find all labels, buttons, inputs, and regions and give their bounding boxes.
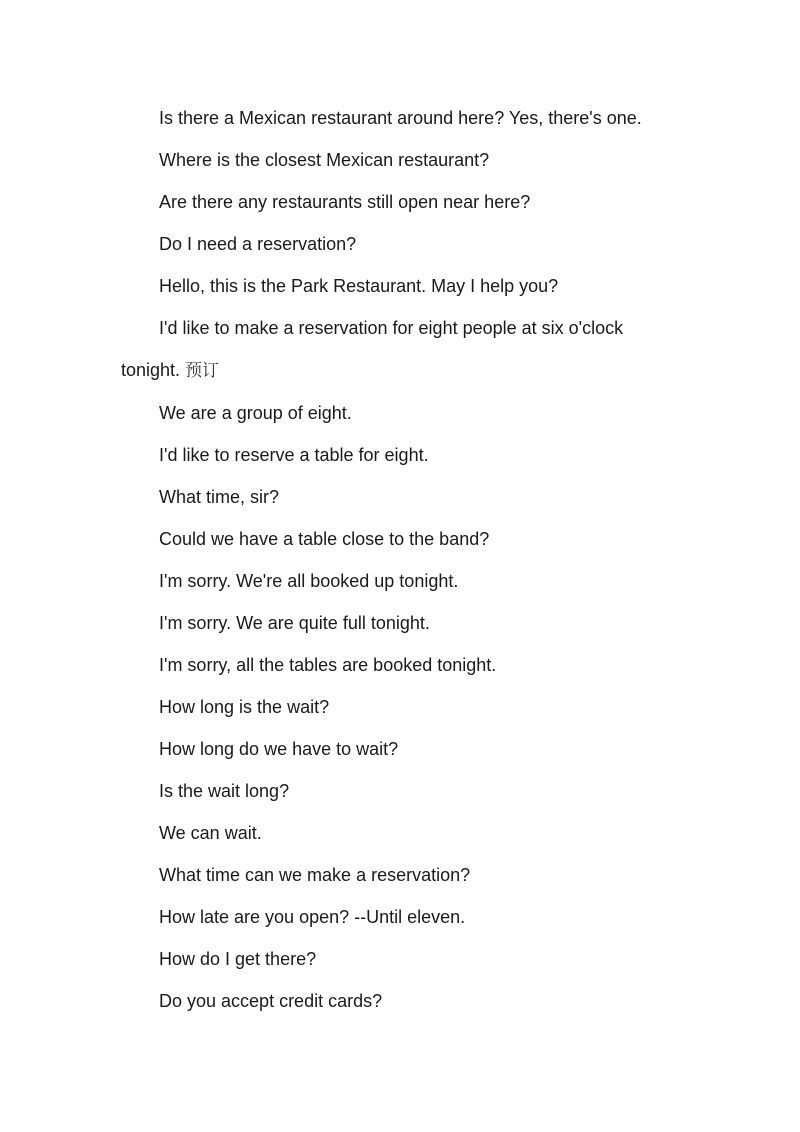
paragraph: We can wait. bbox=[159, 823, 262, 843]
paragraph-reservation-request bbox=[121, 307, 681, 392]
paragraph: I'm sorry. We're all booked up tonight. bbox=[159, 571, 459, 591]
chinese-annotation: 预订 bbox=[185, 361, 220, 381]
paragraph: I'm sorry, all the tables are booked tonight. bbox=[159, 655, 497, 675]
paragraph: Hello, this is the Park Restaurant. May I help you? bbox=[159, 276, 559, 296]
paragraph-line-continued: tonight. bbox=[121, 360, 181, 380]
paragraph: What time can we make a reservation? bbox=[159, 865, 471, 885]
paragraph: I'd like to reserve a table for eight. bbox=[159, 445, 429, 465]
paragraph: How do I get there? bbox=[159, 949, 317, 969]
paragraph: Do you accept credit cards? bbox=[159, 991, 383, 1011]
paragraph: Is there a Mexican restaurant around here? Yes, there's one. bbox=[159, 108, 642, 128]
paragraph: How late are you open? --Until eleven. bbox=[159, 907, 466, 927]
paragraph: How long is the wait? bbox=[159, 697, 330, 717]
document-body bbox=[121, 97, 681, 1022]
paragraph: Could we have a table close to the band? bbox=[159, 529, 490, 549]
paragraph: Where is the closest Mexican restaurant? bbox=[159, 150, 490, 170]
paragraph: Are there any restaurants still open near here? bbox=[159, 192, 531, 212]
paragraph: Is the wait long? bbox=[159, 781, 290, 801]
paragraph: We are a group of eight. bbox=[159, 403, 352, 423]
paragraph: I'm sorry. We are quite full tonight. bbox=[159, 613, 430, 633]
paragraph: How long do we have to wait? bbox=[159, 739, 399, 759]
paragraph-line: I'd like to make a reservation for eight people at six o'clock bbox=[159, 318, 624, 338]
paragraph: Do I need a reservation? bbox=[159, 234, 357, 254]
paragraph: What time, sir? bbox=[159, 487, 280, 507]
